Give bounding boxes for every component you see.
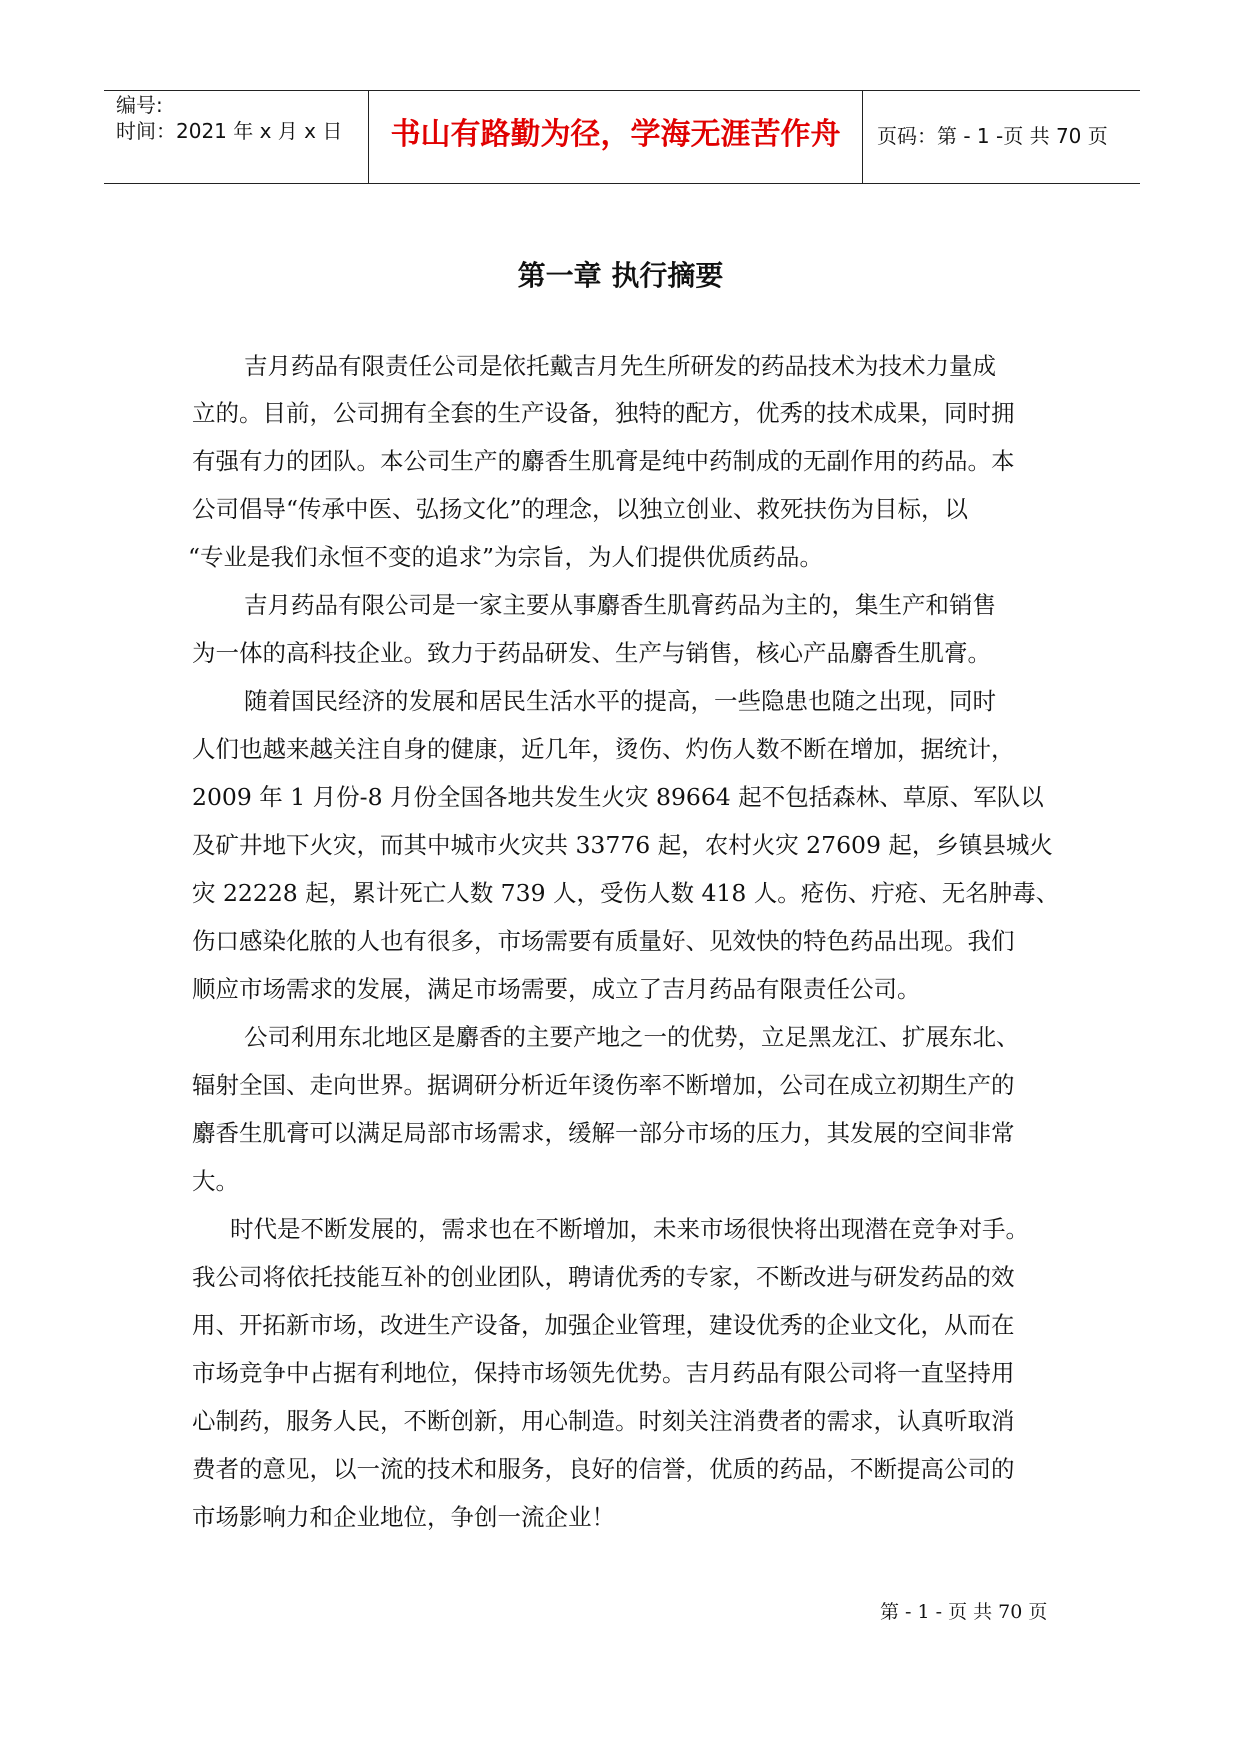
body-line: “专业是我们永恒不变的追求”为宗旨，为人们提供优质药品。	[188, 543, 824, 571]
body-line: 2009 年 1 月份-8 月份全国各地共发生火灾 89664 起不包括森林、草原、军队以	[192, 783, 1044, 811]
body-line: 心制药，服务人民，不断创新，用心制造。时刻关注消费者的需求，认真听取消	[192, 1407, 1015, 1435]
body-line: 麝香生肌膏可以满足局部市场需求，缓解一部分市场的压力，其发展的空间非常	[192, 1119, 1015, 1147]
body-line: 吉月药品有限责任公司是依托戴吉月先生所研发的药品技术为技术力量成	[244, 352, 996, 380]
body-line: 为一体的高科技企业。致力于药品研发、生产与销售，核心产品麝香生肌膏。	[192, 639, 991, 667]
header-motto: 书山有路勤为径，学海无涯苦作舟	[390, 117, 841, 152]
header-page-code: 页码：第 - 1 -页 共 70 页	[877, 124, 1108, 148]
body-line: 顺应市场需求的发展，满足市场需要，成立了吉月药品有限责任公司。	[192, 975, 921, 1003]
body-line: 费者的意见，以一流的技术和服务，良好的信誉，优质的药品，不断提高公司的	[192, 1455, 1015, 1483]
body-line: 我公司将依托技能互补的创业团队，聘请优秀的专家，不断改进与研发药品的效	[192, 1263, 1015, 1291]
document-time-label: 时间：2021 年 x 月 x 日	[116, 119, 343, 143]
body-line: 立的。目前，公司拥有全套的生产设备，独特的配方，优秀的技术成果，同时拥	[192, 399, 1015, 427]
header-info-cell	[104, 91, 369, 183]
body-line: 随着国民经济的发展和居民生活水平的提高，一些隐患也随之出现，同时	[244, 687, 996, 715]
body-line: 人们也越来越关注自身的健康，近几年，烫伤、灼伤人数不断在增加，据统计，	[192, 735, 1015, 763]
body-line: 公司倡导“传承中医、弘扬文化”的理念，以独立创业、救死扶伤为目标，以	[192, 495, 969, 523]
chapter-title: 第一章 执行摘要	[517, 259, 724, 292]
body-line: 时代是不断发展的，需求也在不断增加，未来市场很快将出现潜在竞争对手。	[230, 1215, 1029, 1243]
body-line: 市场影响力和企业地位，争创一流企业！	[192, 1503, 615, 1531]
body-line: 大。	[192, 1167, 239, 1195]
body-line: 伤口感染化脓的人也有很多，市场需要有质量好、见效快的特色药品出现。我们	[192, 927, 1015, 955]
document-number-label: 编号:	[116, 93, 163, 117]
body-line: 用、开拓新市场，改进生产设备，加强企业管理，建设优秀的企业文化，从而在	[192, 1311, 1015, 1339]
header-page-cell	[863, 91, 1140, 183]
page-footer: 第 - 1 - 页 共 70 页	[880, 1601, 1048, 1623]
body-line: 公司利用东北地区是麝香的主要产地之一的优势，立足黑龙江、扩展东北、	[244, 1023, 1020, 1051]
body-line: 市场竞争中占据有利地位，保持市场领先优势。吉月药品有限公司将一直坚持用	[192, 1359, 1015, 1387]
body-line: 吉月药品有限公司是一家主要从事麝香生肌膏药品为主的，集生产和销售	[244, 591, 996, 619]
body-line: 及矿井地下火灾，而其中城市火灾共 33776 起，农村火灾 27609 起，乡镇县城火	[192, 831, 1053, 859]
document-header	[104, 90, 1140, 184]
header-motto-cell	[369, 91, 863, 183]
body-line: 有强有力的团队。本公司生产的麝香生肌膏是纯中药制成的无副作用的药品。本	[192, 447, 1015, 475]
body-line: 辐射全国、走向世界。据调研分析近年烫伤率不断增加，公司在成立初期生产的	[192, 1071, 1015, 1099]
body-line: 灾 22228 起，累计死亡人数 739 人，受伤人数 418 人。疮伤、疔疮、无名肿毒、	[192, 879, 1060, 907]
